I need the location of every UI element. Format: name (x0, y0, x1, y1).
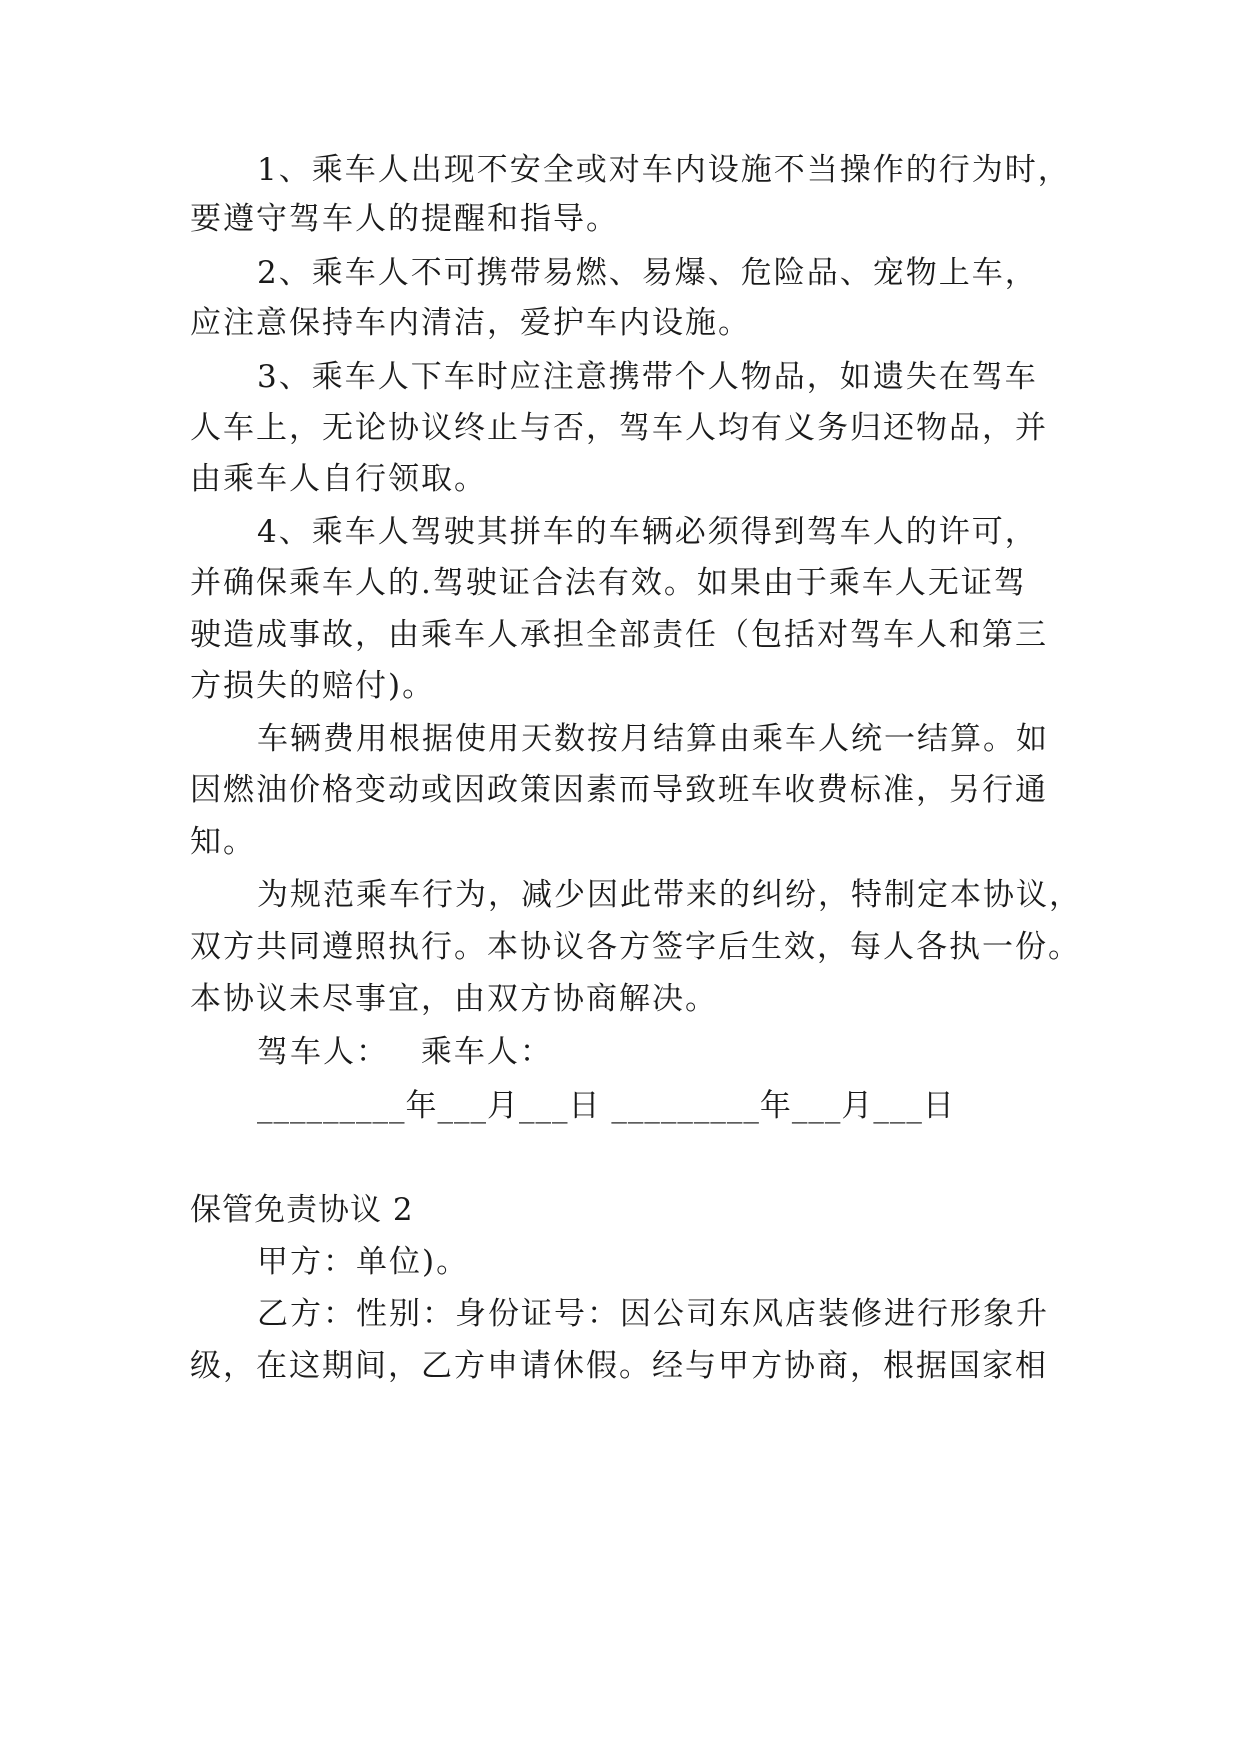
paragraph-4-line-3: 驶造成事故，由乘车人承担全部责任（包括对驾车人和第三 (190, 617, 1048, 653)
passenger-signature-label: 乘车人： (420, 1034, 553, 1070)
paragraph-2-line-1: 2、乘车人不可携带易燃、易爆、危险品、宠物上车， (257, 255, 1038, 291)
date-line: _________年___月___日 _________年___月___日 (257, 1088, 955, 1124)
paragraph-2-line-2: 应注意保持车内清洁，爱护车内设施。 (190, 305, 751, 341)
paragraph-4-line-4: 方损失的赔付)。 (190, 668, 436, 704)
party-b-line-2: 级，在这期间，乙方申请休假。经与甲方协商，根据国家相 (190, 1348, 1048, 1384)
paragraph-6-line-1: 为规范乘车行为，减少因此带来的纠纷，特制定本协议， (257, 877, 1082, 913)
paragraph-6-line-3: 本协议未尽事宜，由双方协商解决。 (190, 981, 718, 1017)
driver-signature-label: 驾车人： (257, 1034, 389, 1070)
signature-row (257, 1032, 1070, 1072)
paragraph-3-line-1: 3、乘车人下车时应注意携带个人物品，如遗失在驾车 (257, 359, 1038, 395)
paragraph-6-line-2: 双方共同遵照执行。本协议各方签字后生效，每人各执一份。 (190, 929, 1081, 965)
paragraph-5-line-1: 车辆费用根据使用天数按月结算由乘车人统一结算。如 (257, 721, 1049, 757)
paragraph-4-line-2: 并确保乘车人的.驾驶证合法有效。如果由于乘车人无证驾 (190, 565, 1027, 601)
party-a-line: 甲方：单位)。 (257, 1244, 470, 1280)
paragraph-1-line-1: 1、乘车人出现不安全或对车内设施不当操作的行为时， (257, 152, 1071, 188)
paragraph-4-line-1: 4、乘车人驾驶其拼车的车辆必须得到驾车人的许可， (257, 514, 1038, 550)
party-b-line-1: 乙方：性别：身份证号：因公司东风店装修进行形象升 (257, 1296, 1049, 1332)
paragraph-3-line-3: 由乘车人自行领取。 (190, 461, 487, 497)
paragraph-3-line-2: 人车上，无论协议终止与否，驾车人均有义务归还物品，并 (190, 410, 1048, 446)
paragraph-1-line-2: 要遵守驾车人的提醒和指导。 (190, 201, 619, 237)
paragraph-5-line-3: 知。 (190, 824, 256, 860)
section-2-title: 保管免责协议 2 (190, 1192, 414, 1228)
paragraph-5-line-2: 因燃油价格变动或因政策因素而导致班车收费标准，另行通 (190, 772, 1048, 808)
